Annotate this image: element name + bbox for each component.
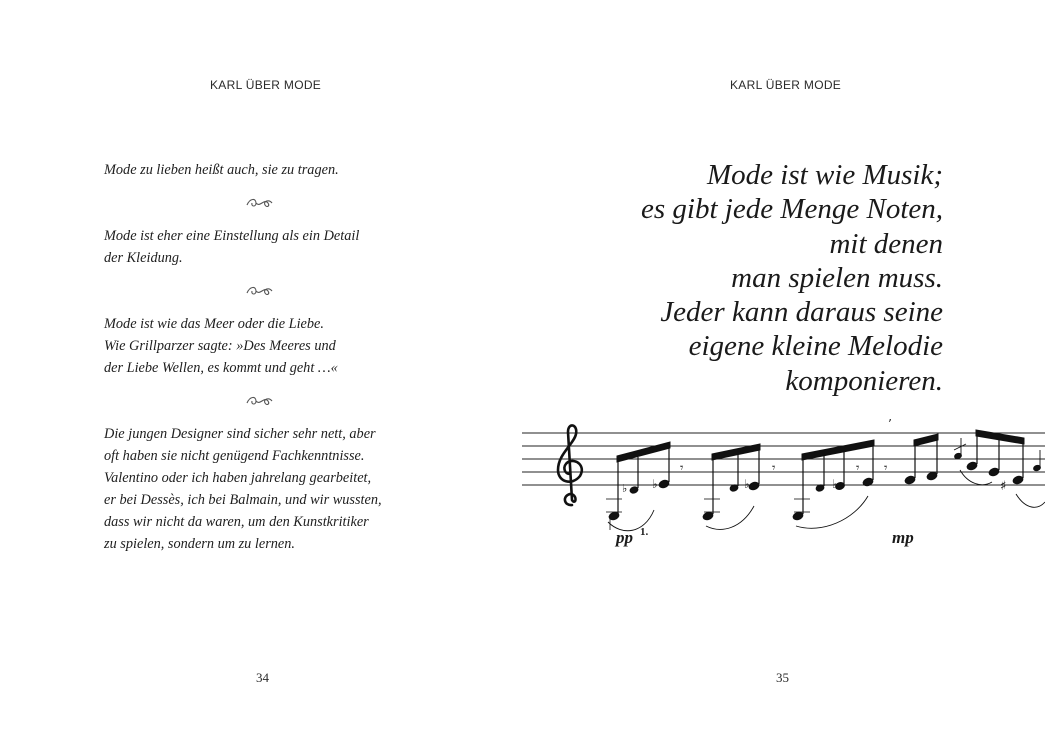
- quote-3: [104, 313, 404, 379]
- slur: [1016, 494, 1045, 507]
- featured-quote-line: komponieren.: [785, 364, 943, 397]
- featured-quote-line: mit denen: [829, 227, 943, 260]
- flat-accidental: ♭: [622, 482, 628, 495]
- note: [904, 475, 916, 485]
- music-score: [522, 410, 1045, 560]
- note: [1012, 475, 1024, 485]
- featured-quote-line: eigene kleine Melodie: [688, 330, 943, 363]
- quote-line: Mode zu lieben heißt auch, sie zu tragen.: [104, 162, 339, 178]
- beam: [914, 434, 938, 446]
- featured-quote-line: es gibt jede Menge Noten,: [641, 193, 943, 226]
- note-group-1: [606, 442, 684, 531]
- note: [988, 467, 1000, 477]
- note-group-4: [884, 430, 1045, 507]
- note: [748, 481, 760, 491]
- featured-quote-line: man spielen muss.: [731, 261, 943, 294]
- beam: [976, 430, 1024, 444]
- quote-line: der Liebe Wellen, es kommt und geht …«: [104, 360, 338, 376]
- quote-line: der Kleidung.: [104, 250, 183, 266]
- left-page: [0, 0, 522, 745]
- note: [658, 479, 670, 489]
- fingering-marking: 1.: [640, 526, 649, 538]
- rest-mark: 𝄾: [680, 461, 684, 476]
- rest-mark: 𝄾: [884, 461, 888, 476]
- flourish-ornament-icon: [244, 195, 274, 211]
- running-head-right: KARL ÜBER MODE: [730, 78, 842, 92]
- quote-2: [104, 225, 404, 269]
- page-number-right: 35: [776, 670, 789, 685]
- quote-line: Die jungen Designer sind sicher sehr nett, aber: [104, 426, 376, 442]
- note-group-2: [702, 444, 776, 529]
- sharp-accidental: ♯: [1000, 479, 1007, 494]
- quote-line: oft haben sie nicht genügend Fachkenntnisse.: [104, 448, 365, 464]
- treble-clef-icon: [558, 425, 582, 505]
- dynamic-marking-pp: pp: [616, 528, 633, 547]
- rest-mark: 𝄾: [772, 461, 776, 476]
- quote-line: dass wir nicht da waren, um den Kunstkritiker: [104, 514, 369, 530]
- flat-accidental: ♭: [832, 477, 838, 491]
- quote-1: [104, 159, 404, 181]
- flat-accidental: ♭: [744, 477, 750, 491]
- flourish-ornament-icon: [244, 393, 274, 409]
- running-head-left: KARL ÜBER MODE: [210, 78, 322, 92]
- quote-line: Mode ist wie das Meer oder die Liebe.: [104, 316, 324, 332]
- quote-4: [104, 423, 404, 555]
- note: [926, 471, 938, 481]
- rest-mark: 𝄾: [856, 461, 860, 476]
- featured-quote: [641, 158, 943, 398]
- quote-line: Valentino oder ich haben jahrelang gearbeitet,: [104, 470, 372, 486]
- quote-line: zu spielen, sondern um zu lernen.: [104, 536, 296, 552]
- note-group-3: [792, 417, 892, 528]
- flourish-ornament-icon: [244, 283, 274, 299]
- beam: [802, 440, 874, 460]
- note: [792, 511, 804, 521]
- note: [702, 511, 714, 521]
- breath-mark: ’: [888, 417, 892, 431]
- quote-line: Mode ist eher eine Einstellung als ein Detail: [104, 228, 360, 244]
- featured-quote-line: Mode ist wie Musik;: [707, 159, 943, 191]
- right-page: [522, 0, 1045, 745]
- flat-accidental: ♭: [652, 477, 658, 491]
- note: [966, 461, 978, 471]
- quote-line: Wie Grillparzer sagte: »Des Meeres und: [104, 338, 336, 354]
- note: [629, 486, 639, 494]
- dynamic-marking-mp: mp: [892, 528, 914, 547]
- staff-lines: [522, 433, 1045, 485]
- page-number-left: 34: [256, 670, 269, 685]
- featured-quote-line: Jeder kann daraus seine: [660, 296, 943, 329]
- quote-line: er bei Dessès, ich bei Balmain, und wir wussten,: [104, 492, 382, 508]
